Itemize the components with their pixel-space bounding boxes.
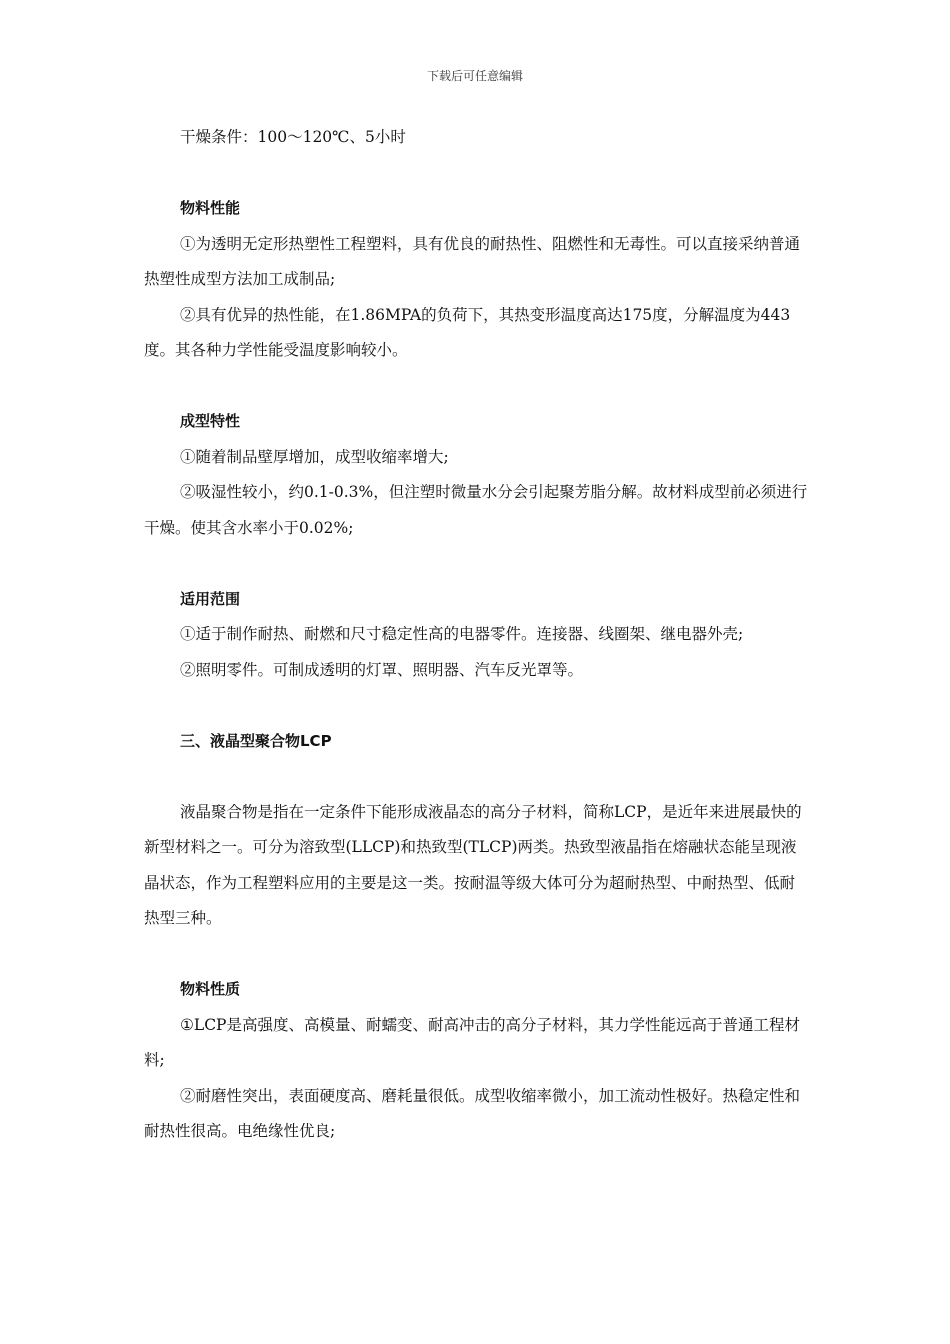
material-nature-item-1: ①LCP是高强度、高模量、耐蠕变、耐高冲击的高分子材料，其力学性能远高于普通工程材料; [144, 1015, 800, 1069]
paragraph-gap [144, 369, 809, 405]
material-properties-item-1: ①为透明无定形热塑性工程塑料，具有优良的耐热性、阻燃性和无毒性。可以直接采纳普通热塑性成型方法加工成制品; [144, 234, 801, 288]
paragraph-gap [144, 156, 809, 192]
section-application-scope: 适用范围 [180, 589, 241, 608]
molding-item-1: ①随着制品壁厚增加，成型收缩率增大; [180, 447, 449, 466]
drying-conditions: 干燥条件：100～120℃、5小时 [180, 128, 406, 146]
paragraph-gap [144, 688, 809, 724]
material-properties-item-2: ②具有优异的热性能，在1.86MPA的负荷下，其热变形温度高达175度，分解温度为443度。其各种力学性能受温度影响较小。 [144, 305, 791, 359]
application-item-2: ②照明零件。可制成透明的灯罩、照明器、汽车反光罩等。 [180, 660, 584, 679]
section-molding-characteristics: 成型特性 [180, 412, 241, 430]
paragraph-gap [144, 759, 809, 795]
page-header: 下载后可任意编辑 [426, 69, 523, 83]
material-nature-item-2: ②耐磨性突出，表面硬度高、磨耗量很低。成型收缩率微小，加工流动性极好。热稳定性和耐热性很高。电绝缘性优良; [144, 1086, 801, 1140]
application-item-1: ①适于制作耐热、耐燃和尺寸稳定性高的电器零件。连接器、线圈架、继电器外壳; [180, 625, 744, 643]
section-material-properties: 物料性能 [180, 199, 241, 217]
lcp-intro: 液晶聚合物是指在一定条件下能形成液晶态的高分子材料，简称LCP，是近年来进展最快的新型材料之一。可分为溶致型(LLCP)和热致型(TLCP)两类。热致型液晶指在熔融状态能呈现液晶状态，作为工程塑料应用的主要是这一类。按耐温等级大体可分为超耐热型、中耐热型、低耐热型三种。 [144, 802, 802, 927]
section-material-nature: 物料性质 [180, 980, 241, 998]
document-body [144, 120, 809, 1150]
section-lcp-title: 三、液晶型聚合物LCP [180, 731, 332, 750]
paragraph-gap [144, 937, 809, 973]
molding-item-2: ②吸湿性较小，约0.1-0.3%，但注塑时微量水分会引起聚芳脂分解。故材料成型前必须进行干燥。使其含水率小于0.02%; [144, 483, 808, 537]
paragraph-gap [144, 546, 809, 582]
